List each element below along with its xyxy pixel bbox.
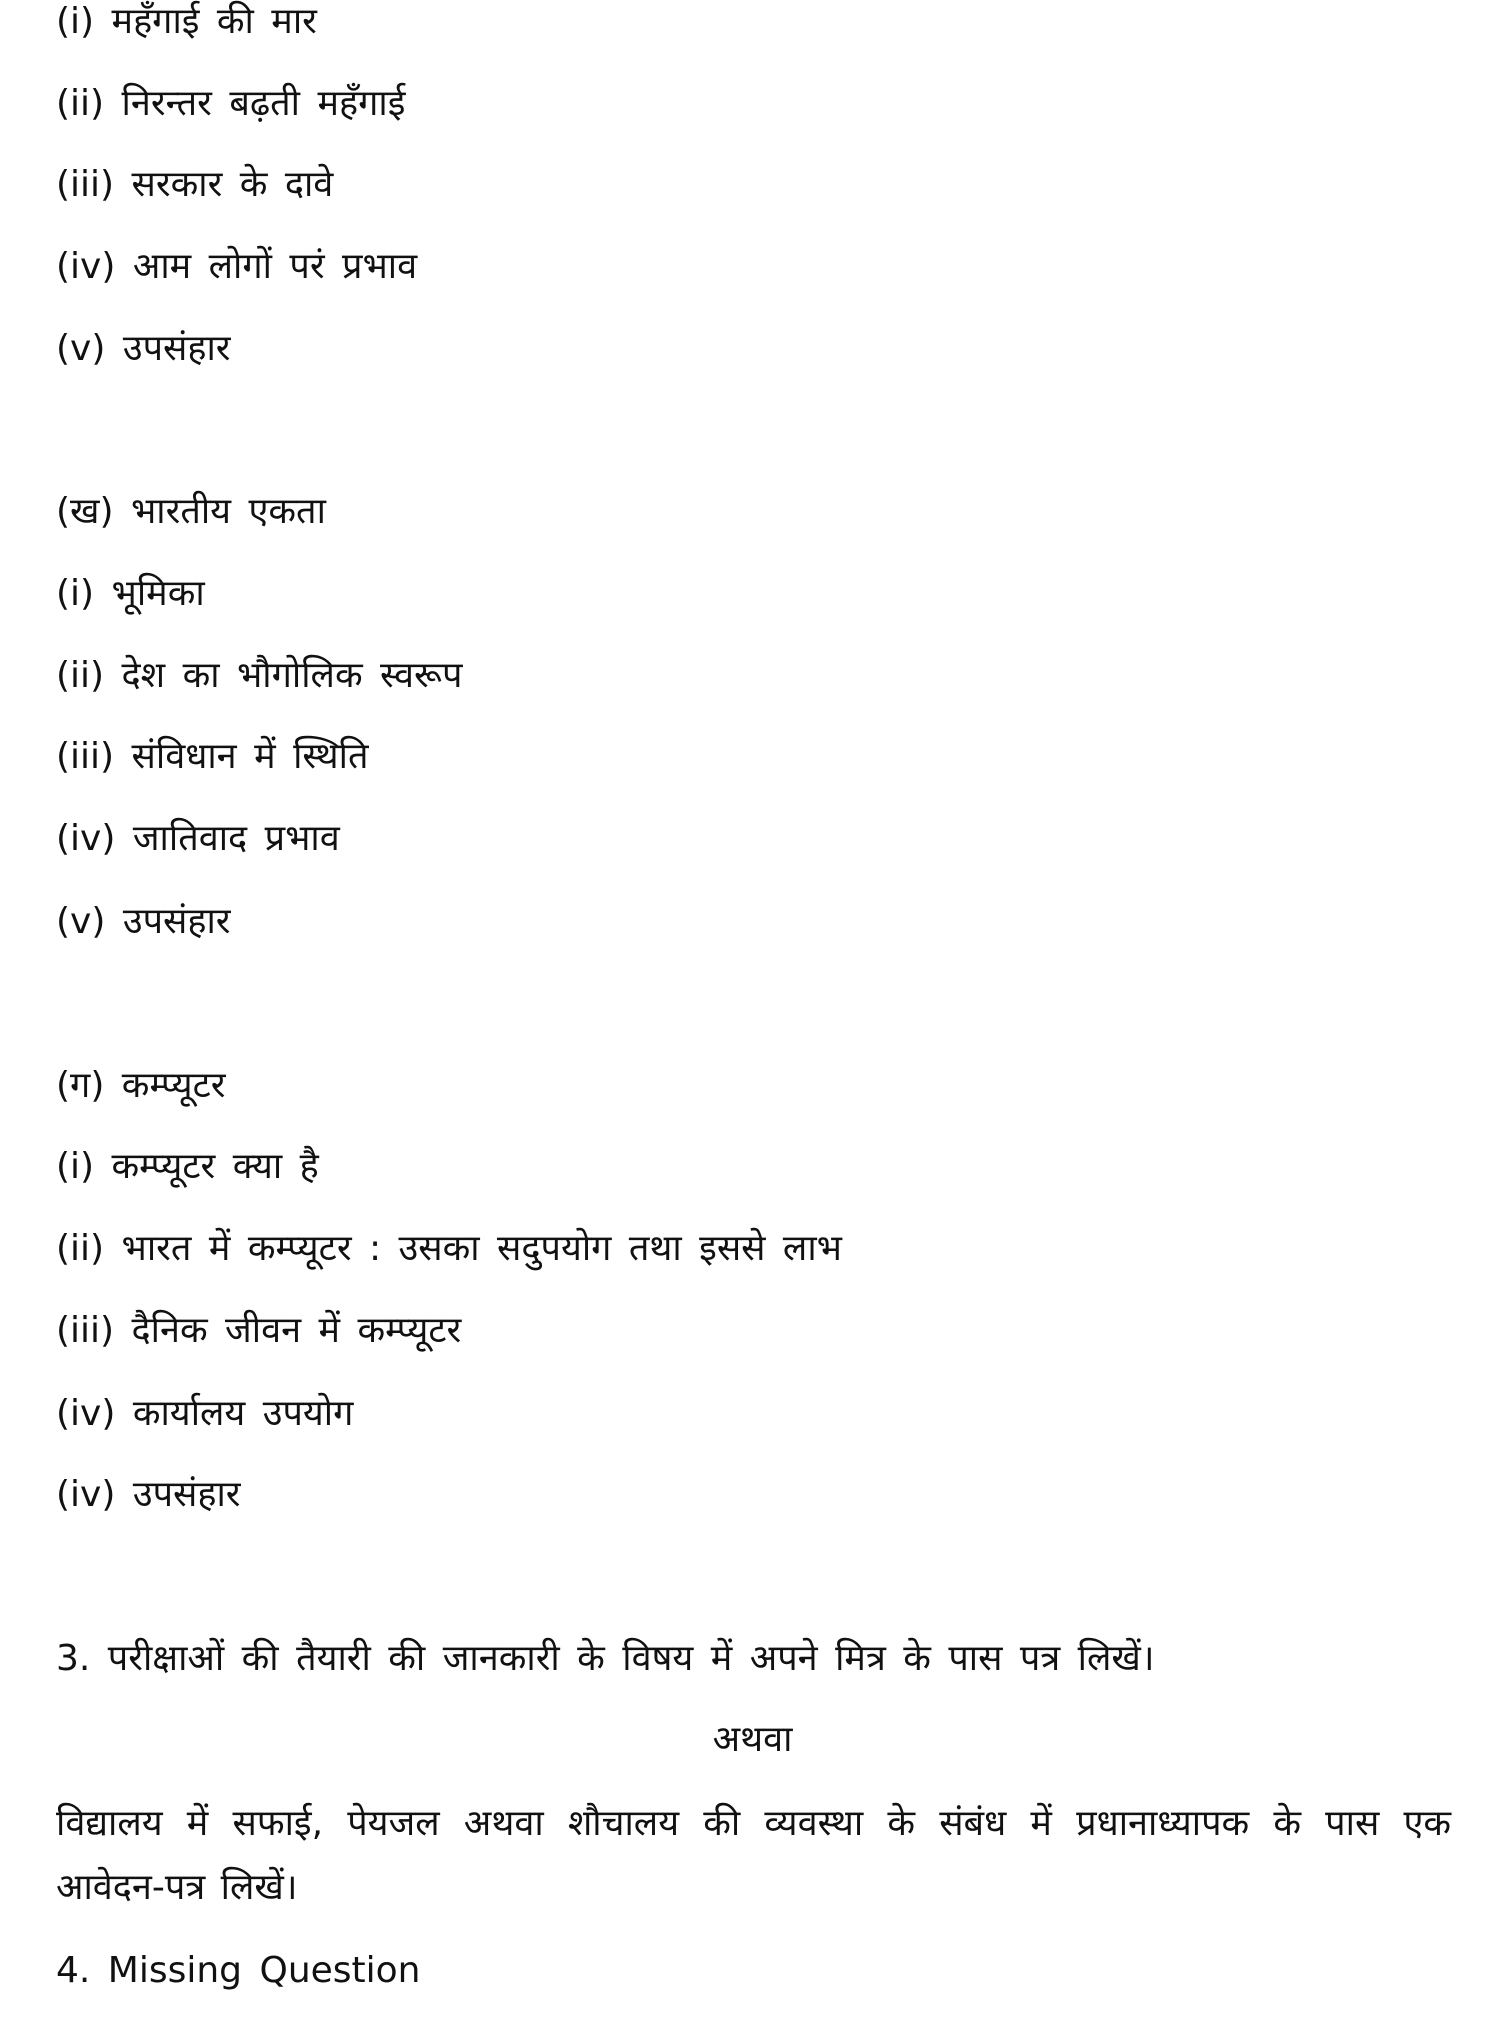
or-divider: अथवा	[712, 1719, 793, 1760]
outline-point: (ii) भारत में कम्प्यूटर : उसका सदुपयोग तथा इससे लाभ	[56, 1228, 842, 1269]
alternative-question-text: विद्यालय में सफाई, पेयजल अथवा शौचालय की व्यवस्था के संबंध में प्रधानाध्यापक के पास एक आवेदन-पत्र लिखें।	[56, 1803, 1451, 1908]
section-heading: (ख) भारतीय एकता	[56, 491, 326, 532]
outline-point: (iv) कार्यालय उपयोग	[56, 1393, 354, 1434]
outline-point: (iii) सरकार के दावे	[56, 164, 334, 205]
outline-point: (iv) आम लोगों परं प्रभाव	[56, 246, 418, 287]
section-heading: (ग) कम्प्यूटर	[56, 1065, 226, 1106]
outline-point: (ii) निरन्तर बढ़ती महँगाई	[56, 83, 406, 124]
outline-point: (v) उपसंहार	[56, 901, 231, 942]
question-text: 3. परीक्षाओं की तैयारी की जानकारी के विषय में अपने मित्र के पास पत्र लिखें।	[56, 1638, 1155, 1679]
outline-point: (ii) देश का भौगोलिक स्वरूप	[56, 655, 463, 696]
question-text: 4. Missing Question	[56, 1950, 421, 1991]
outline-point: (iv) उपसंहार	[56, 1474, 241, 1515]
outline-point: (i) भूमिका	[56, 573, 205, 614]
outline-point: (iv) जातिवाद प्रभाव	[56, 818, 340, 859]
outline-point: (iii) दैनिक जीवन में कम्प्यूटर	[56, 1310, 462, 1351]
outline-point: (i) कम्प्यूटर क्या है	[56, 1146, 319, 1187]
outline-point: (iii) संविधान में स्थिति	[56, 736, 369, 777]
outline-point: (v) उपसंहार	[56, 328, 231, 369]
outline-point: (i) महँगाई की मार	[56, 1, 317, 42]
